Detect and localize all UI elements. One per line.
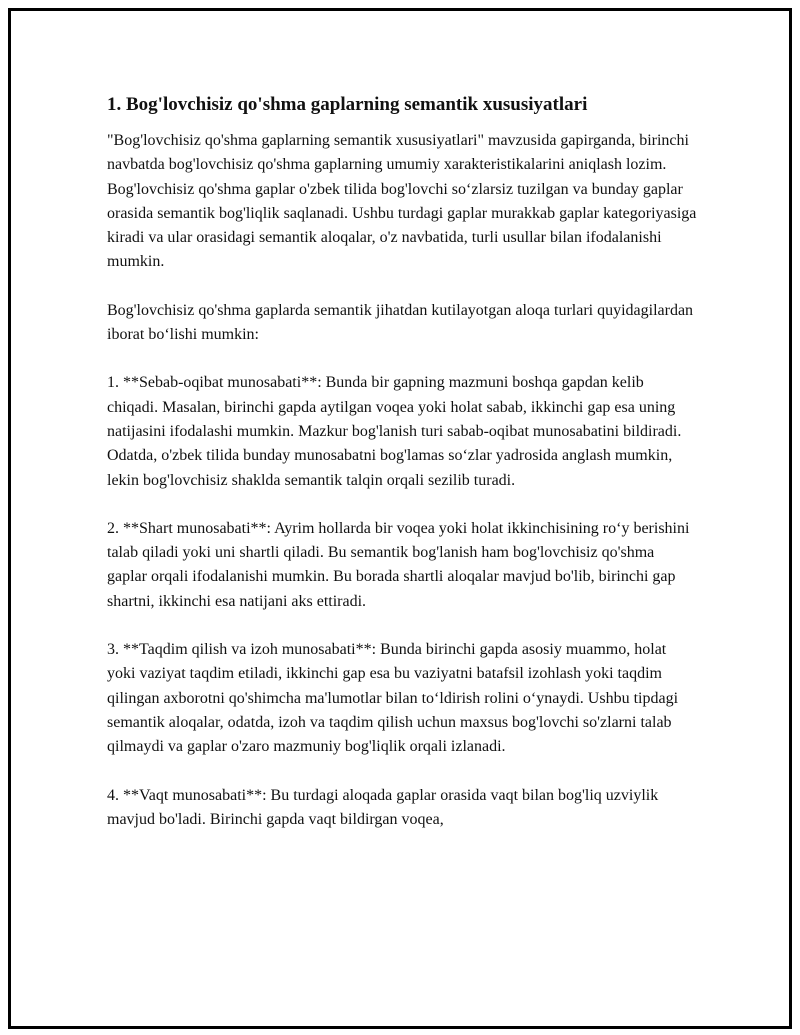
condition-paragraph: 2. **Shart munosabati**: Ayrim hollarda bir voqea yoki holat ikkinchisining ro‘y berishini talab qiladi yoki uni shartli qiladi. Bu semantik bog'lanish ham bog'lovchisiz qo'shma gaplar orqali ifodalanishi mumkin. Bu borada shartli aloqalar mavjud bo'lib, birinchi gap shartni, ikkinchi esa natijani aks ettiradi. xyxy=(107,519,690,610)
document-title: 1. Bog'lovchisiz qo'shma gaplarning semantik xususiyatlari xyxy=(107,94,588,115)
document-body xyxy=(107,92,697,856)
presentation-explanation-paragraph: 3. **Taqdim qilish va izoh munosabati**: Bunda birinchi gapda asosiy muammo, holat yoki vaziyat taqdim etiladi, ikkinchi gap esa bu vaziyatni batafsil izohlash yoki taqdim qilingan axborotni qo'shimcha ma'lumotlar bilan to‘ldirish rolini o‘ynaydi. Ushbu tipdagi semantik aloqalar, odatda, izoh va taqdim qilish uchun maxsus bog'lovchi so'zlarni talab qilmaydi va gaplar o'zaro mazmuniy bog'liqlik orqali izlanadi. xyxy=(107,641,679,756)
relation-types-intro: Bog'lovchisiz qo'shma gaplarda semantik jihatdan kutilayotgan aloqa turlari quyidagilardan iborat bo‘lishi mumkin: xyxy=(107,301,694,344)
time-relation-paragraph: 4. **Vaqt munosabati**: Bu turdagi aloqada gaplar orasida vaqt bilan bog'liq uzviylik mavjud bo'ladi. Birinchi gapda vaqt bildirgan voqea, xyxy=(107,786,659,828)
cause-effect-paragraph: 1. **Sebab-oqibat munosabati**: Bunda bir gapning mazmuni boshqa gapdan kelib chiqadi. Masalan, birinchi gapda aytilgan voqea yoki holat sabab, ikkinchi gap esa uning natijasini ifodalashi mumkin. Mazkur bog'lanish turi sabab-oqibat munosabatini bildiradi. Odatda, o'zbek tilida bunday munosabatni bog'lamas so‘zlar yadrosida anglash mumkin, lekin bog'lovchisiz shaklda semantik talqin orqali sezilib turadi. xyxy=(107,374,682,489)
intro-paragraph: "Bog'lovchisiz qo'shma gaplarning semantik xususiyatlari" mavzusida gapirganda, birinchi navbatda bog'lovchisiz qo'shma gaplarning umumiy xarakteristikalarini aniqlash lozim. Bog'lovchisiz qo'shma gaplar o'zbek tilida bog'lovchi so‘zlarsiz tuzilgan va bunday gaplar orasida semantik bog'liqlik saqlanadi. Ushbu turdagi gaplar murakkab gaplar kategoriyasiga kiradi va ular orasidagi semantik aloqalar, o'z navbatida, turli usullar bilan ifodalanishi mumkin. xyxy=(107,132,697,271)
